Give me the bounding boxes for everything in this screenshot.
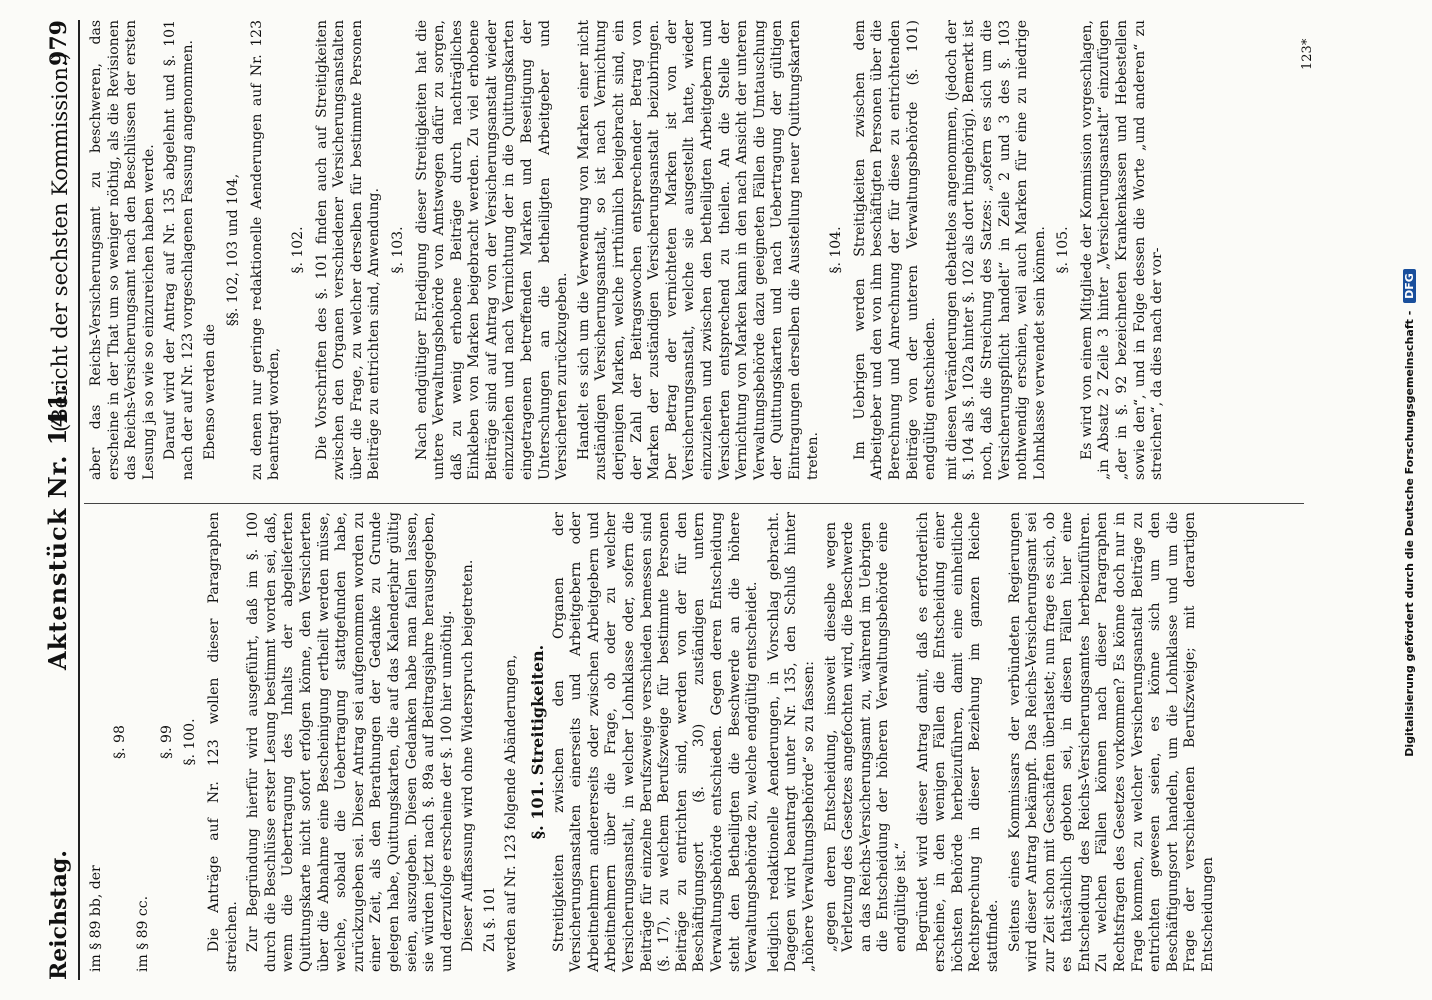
section-heading: §. 100.	[182, 718, 199, 766]
header-center: Aktenstück Nr. 141.	[43, 382, 72, 670]
paragraph: mit diesen Veränderungen debattelos angenommen, (jedoch der §. 104 als §. 102a hinter §. 102 als dort hingehörig). Bemerkt ist noch, daß die Streichung des Satzes: „sofern es sich um die Versicherungspflicht handelt“ in Zeile 2 und 3 des §. 103 nothwendig erschien, weil auch Marken für eine zu niedrige Lohnklasse verwendet sein können.	[943, 20, 1048, 480]
page-header	[18, 20, 80, 980]
header-commission: (Bericht der sechsten Kommission.)	[48, 52, 72, 432]
digitization-credit	[1404, 2, 1426, 998]
paragraph: Ebenso werden die	[201, 324, 218, 460]
section-heading: §. 101. Streitigkeiten.	[528, 644, 548, 840]
credit-text-line	[1403, 33, 1425, 993]
page-number: 979	[46, 20, 72, 66]
paragraph: im § 89 cc.	[135, 895, 152, 972]
right-column	[88, 20, 1171, 480]
dfg-logo: DFG	[1403, 269, 1416, 303]
signature-mark: 123*	[1300, 38, 1315, 70]
section-heading: §. 104.	[828, 226, 845, 274]
section-heading: §§. 102, 103 und 104,	[225, 173, 242, 327]
credit-text: Digitalisierung gefördert durch die Deutsche Forschungsgemeinschaft -	[1403, 310, 1416, 757]
paragraph: im § 89 bb, der	[88, 865, 104, 972]
section-heading: §. 102.	[289, 226, 306, 274]
header-left: Reichstag.	[46, 850, 72, 980]
paragraph: zu denen nur geringe redaktionelle Aenderungen auf Nr. 123 beantragt worden,	[248, 20, 283, 480]
paragraph: Streitigkeiten zwischen den Organen der Versicherungsanstalten einerseits und Arbeitgebern oder Arbeitnehmern andererseits oder zwischen Arbeitgebern und Arbeitnehmern über die Frage, ob oder zu welcher Versicherungsanstalt, in welcher Lohnklasse oder, sofern die Beiträge für einzelne Berufszweige verschieden bemessen sind (§. 17), zu welchem Berufszweige für bestimmte Personen Beiträge zu entrichten sind, werden von der für den Beschäftigungsort (§. 30) zuständigen untern Verwaltungsbehörde entschieden. Gegen deren Entscheidung steht den Betheiligten die Beschwerde an die höhere Verwaltungsbehörde zu, welche endgültig entscheidet.	[550, 512, 761, 972]
column-divider	[84, 503, 1304, 504]
paragraph: Dieser Auffassung wird ohne Widerspruch beigetreten.	[460, 559, 477, 952]
paragraph: Handelt es sich um die Verwendung von Marken einer nicht zuständigen Versicherungsanstalt, so ist nach Vernichtung derjenigen Marken, welche irrthümlich beigebracht sind, ein der Zahl der Beitragswochen entsprechender Betrag von Marken der zuständigen Versicherungsanstalt beizubringen. Der Betrag der vernichteten Marken ist von der Versicherungsanstalt, welche sie ausgestellt hatte, wieder einzuziehen und zwischen den betheiligten Arbeitgebern und Versicherten entsprechend zu theilen. An die Stelle der Vernichtung von Marken kann in den nach Ansicht der unteren Verwaltungsbehörde dazu geeigneten Fällen die Umtauschung der Quittungskarten und nach Uebertragung der gültigen Eintragungen derselben die Ausstellung neuer Quittungskarten treten.	[575, 20, 821, 480]
section-heading: §. 99	[158, 725, 175, 759]
paragraph: Darauf wird der Antrag auf Nr. 135 abgelehnt und §. 101 nach der auf Nr. 123 vorgeschlagenen Fassung angenommen.	[162, 20, 196, 480]
paragraph: Es wird von einem Mitgliede der Kommission vorgeschlagen, „in Absatz 2 Zeile 3 hinter „Versicherungsanstalt“ einzufügen „der in §. 92 bezeichneten Krankenkassen und Hebestellen sowie den“, und in Folge dessen die Worte „und anderen“ zu streichen“, da dies nach der vor-	[1078, 20, 1166, 480]
paragraph: Die Vorschriften des §. 101 finden auch auf Streitigkeiten zwischen den Organen verschiedener Versicherungsanstalten über die Frage, zu welcher derselben für bestimmte Personen Beiträge zu entrichten sind, Anwendung.	[313, 20, 383, 480]
section-heading: §. 103.	[389, 226, 406, 274]
paragraph: Zur Begründung hierfür wird ausgeführt, daß im §. 100 durch die Beschlüsse erster Lesung bestimmt worden sei, daß, wenn die Uebertragung des Inhalts der abgelieferten Quittungskarte nicht sofort erfolgen könne, den Versicherten über die Abnahme eine Bescheinigung ertheilt werden müsse, welche, sobald die Uebertragung stattgefunden habe, zurückzugeben sei. Dieser Antrag sei aufgenommen worden zu einer Zeit, als den Berathungen der Gedanke zu Grunde gelegen habe, Quittungskarten, die auf das Kalenderjahr gültig seien, auszugeben. Diesen Gedanken habe man fallen lassen, sie würden jetzt nach §. 89a auf Beitragsjahre herausgegeben, und derzufolge erscheine der §. 100 hier unnöthig.	[245, 512, 455, 972]
section-heading: §. 98	[111, 725, 128, 759]
paragraph: Zu §. 101	[481, 886, 498, 952]
paragraph: aber das Reichs-Versicherungsamt zu beschweren, das erscheine in der That um so weniger nöthig, als die Revisionen das Reichs-Versicherungsamt nach den Beschlüssen der ersten Lesung ja so wie so einzureichen haben werde.	[88, 20, 157, 480]
paragraph: „gegen deren Entscheidung, insoweit dieselbe wegen Verletzung des Gesetzes angefochten wird, die Beschwerde an das Reichs-Versicherungsamt zu, während im Uebrigen die Entscheidung der höheren Verwaltungsbehörde eine endgültige ist.“	[822, 522, 909, 952]
paragraph: werden auf Nr. 123 folgende Abänderungen,	[503, 654, 520, 972]
paragraph: Die Anträge auf Nr. 123 wollen dieser Paragraphen streichen.	[205, 512, 240, 972]
paragraph: Seitens eines Kommissars der verbündeten Regierungen wird dieser Antrag bekämpft. Das Reichs-Versicherungsamt sei zur Zeit schon mit Geschäften überlastet; nun frage es sich, ob es thatsächlich geboten sei, in diesen Fällen hier eine Entscheidung des Reichs-Versicherungsamtes herbeizuführen. Zu welchen Fällen können nach dieser Paragraphen Rechtsfragen des Gesetzes vorkommen? Es könne doch nur in Frage kommen, zu welcher Versicherungsanstalt Beiträge zu entrichten gewesen seien, es könne sich um den Beschäftigungsort handeln, um die Lohnklasse und um die Frage der verschiedenen Berufszweige; mit derartigen Entscheidungen	[1006, 512, 1217, 972]
paragraph: Nach endgültiger Erledigung dieser Streitigkeiten hat die untere Verwaltungsbehörde von Amtswegen dafür zu sorgen, daß zu wenig erhobene Beiträge durch nachträgliches Einkleben von Marken beigebracht werden. Zu viel erhobene Beiträge sind auf Antrag von der Versicherungsanstalt wieder einzuziehen und nach Vernichtung der in die Quittungskarten eingetragenen betreffenden Marken und Beseitigung der Unterschungen an die betheiligten Arbeitgeber und Versicherten zurückzugeben.	[413, 20, 571, 480]
paragraph: lediglich redaktionelle Aenderungen, in Vorschlag gebracht. Dagegen wird beantragt unter Nr. 135, den Schluß hinter „höhere Verwaltungsbehörde“ so zu fassen:	[765, 512, 817, 972]
paragraph: Begründet wird dieser Antrag damit, daß es erforderlich erscheine, in den wenigen Fällen die Entscheidung einer höchsten Behörde herbeizuführen, damit eine einheitliche Rechtsprechung in dieser Beziehung im ganzen Reiche stattfinde.	[914, 512, 1001, 972]
left-column	[88, 512, 1222, 972]
paragraph: Im Uebrigen werden Streitigkeiten zwischen dem Arbeitgeber und den von ihm beschäftigten Personen über die Berechnung und Anrechnung der für diese zu entrichtenden Beiträge von der unteren Verwaltungsbehörde (§. 101) endgültig entschieden.	[851, 20, 939, 480]
section-heading: §. 105.	[1055, 226, 1072, 274]
